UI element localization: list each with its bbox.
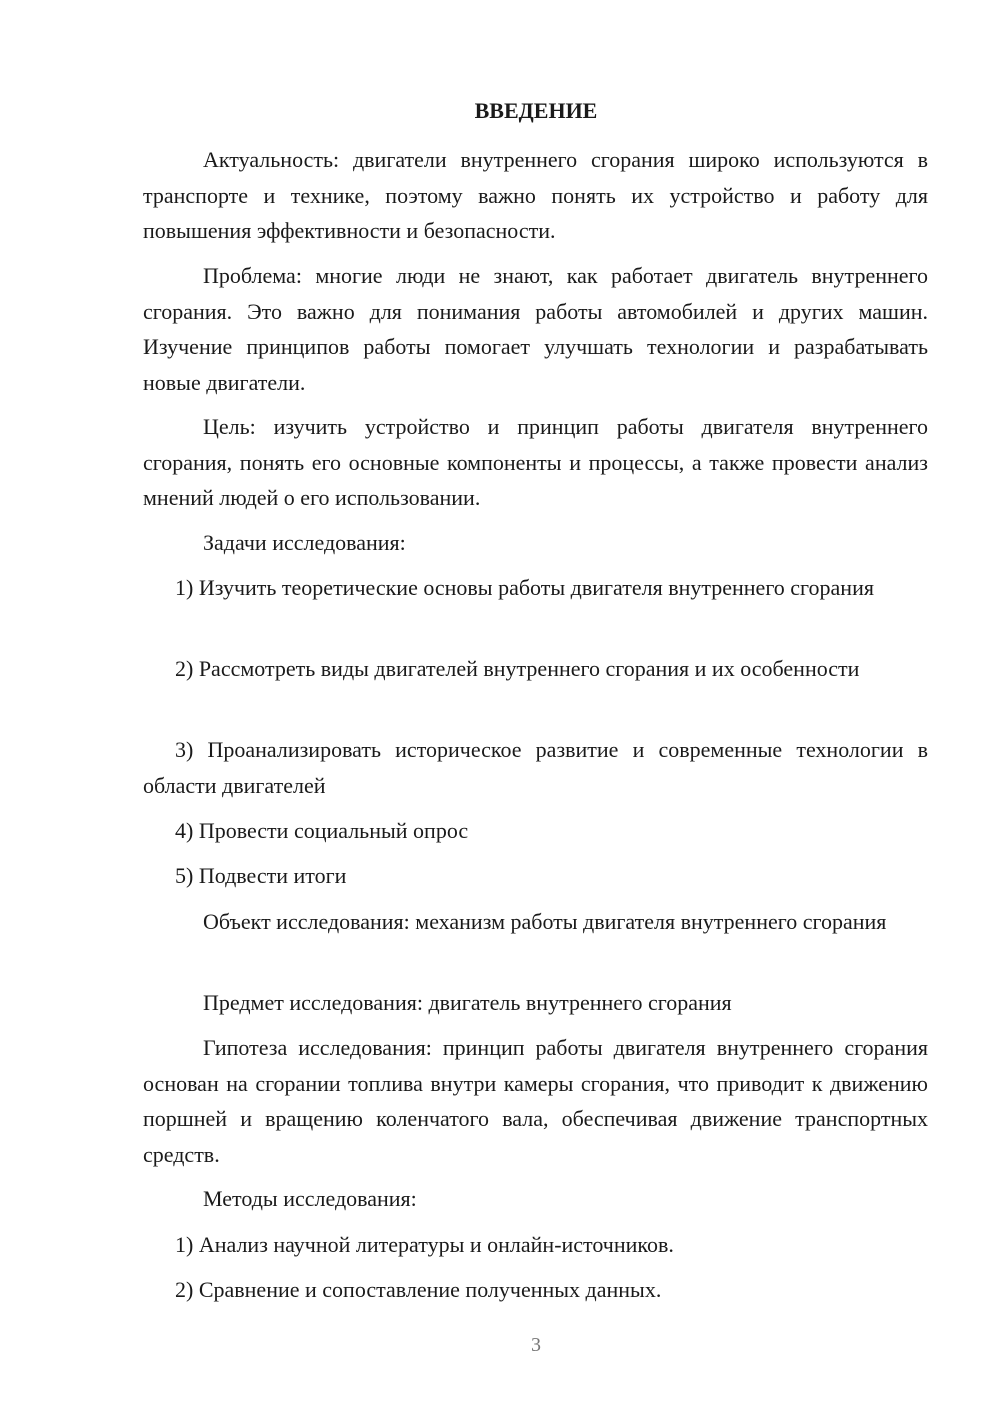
paragraph-problem: Проблема: многие люди не знают, как работает двигатель внутреннего сгорания. Это важно для понимания работы автомобилей и других машин. Изучение принципов работы помогает улучшать технологии и разрабатывать новые двигатели. [143, 263, 928, 395]
paragraph-goal: Цель: изучить устройство и принцип работы двигателя внутреннего сгорания, понять его основные компоненты и процессы, а также провести анализ мнений людей о его использовании. [143, 414, 928, 510]
tasks-heading: Задачи исследования: [203, 530, 406, 555]
page-title: ВВЕДЕНИЕ [474, 98, 598, 123]
paragraph-actuality: Актуальность: двигатели внутреннего сгорания широко используются в транспорте и технике, поэтому важно понять их устройство и работу для повышения эффективности и безопасности. [143, 147, 928, 243]
methods-heading: Методы исследования: [203, 1186, 417, 1211]
task-item-1: 1) Изучить теоретические основы работы двигателя внутреннего сгорания [175, 575, 874, 600]
task-item-2: 2) Рассмотреть виды двигателей внутреннего сгорания и их особенности [175, 656, 860, 681]
paragraph-object: Объект исследования: механизм работы двигателя внутреннего сгорания [203, 909, 887, 934]
paragraph-hypothesis: Гипотеза исследования: принцип работы двигателя внутреннего сгорания основан на сгорании топлива внутри камеры сгорания, что приводит к движению поршней и вращению коленчатого вала, обеспечивая движение транспортных средств. [143, 1035, 928, 1167]
task-item-4: 4) Провести социальный опрос [175, 818, 469, 843]
paragraph-subject: Предмет исследования: двигатель внутреннего сгорания [203, 990, 732, 1015]
method-item-1: 1) Анализ научной литературы и онлайн-источников. [175, 1232, 674, 1257]
page-number: 3 [531, 1334, 541, 1356]
task-item-5: 5) Подвести итоги [175, 863, 347, 888]
method-item-2: 2) Сравнение и сопоставление полученных данных. [175, 1277, 662, 1302]
task-item-3: 3) Проанализировать историческое развитие и современные технологии в области двигателей [143, 737, 928, 798]
